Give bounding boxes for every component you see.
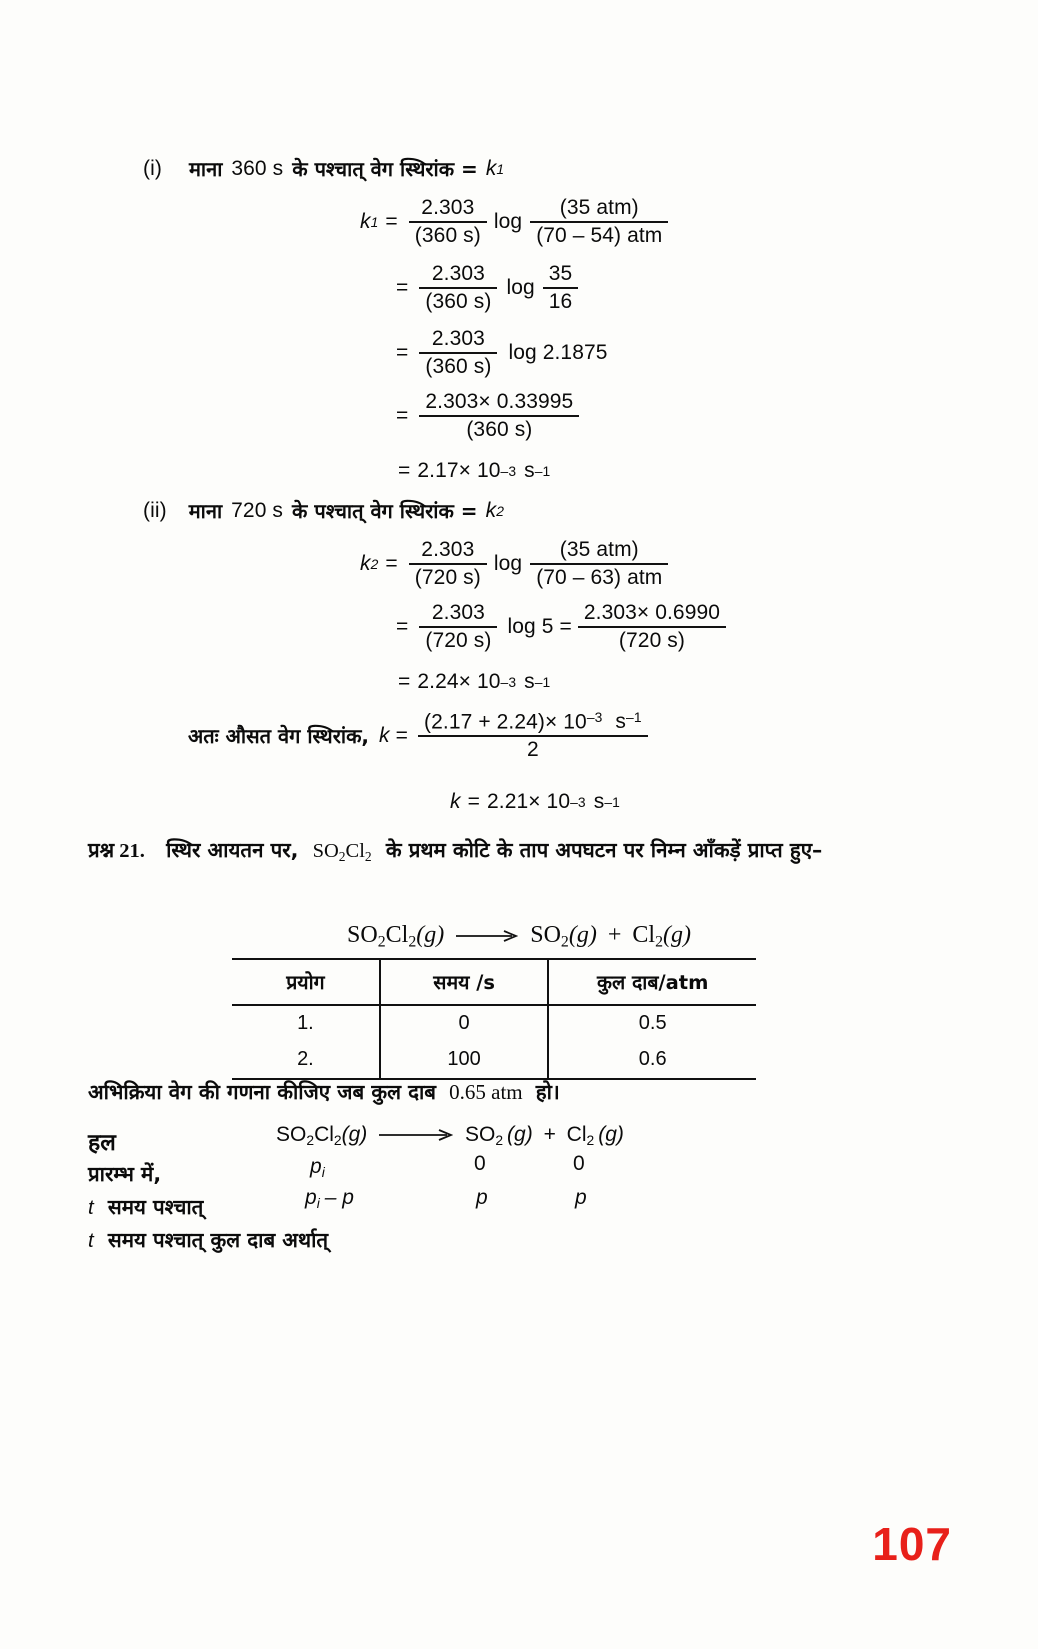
reaction-arrow-icon <box>456 929 518 943</box>
average-numerator-unit-exponent: –1 <box>626 709 642 725</box>
part-ii-line-2-equals-2: = <box>559 614 572 638</box>
table-cell-experiment: 1. <box>297 1012 314 1034</box>
part-i-line-3-fraction <box>419 327 497 378</box>
solution-row-after-product2: p <box>575 1186 587 1209</box>
reaction-product-1-sub: 2 <box>560 933 569 951</box>
k2-log: log <box>493 551 523 575</box>
question-21-formula-sub1: 2 <box>338 848 346 864</box>
reaction-product-2-sub: 2 <box>655 933 663 951</box>
average-line <box>188 710 652 761</box>
average-fraction-numerator <box>418 710 648 735</box>
part-i-statement-mid: के पश्चात् वेग स्थिरांक = <box>292 157 478 181</box>
part-i-statement <box>143 155 504 182</box>
solution-after-t-text: समय पश्चात् <box>107 1195 204 1219</box>
reaction-product-1-state: (g) <box>568 922 597 948</box>
experiment-data-table <box>232 958 756 1080</box>
average-equals: = <box>395 723 409 747</box>
average-numerator-value: (2.17 + 2.24)× 10 <box>424 710 587 734</box>
k1-log: log <box>493 209 523 233</box>
part-i-result-equals: = <box>398 459 411 482</box>
part-i-line-2-equals: = <box>396 275 409 299</box>
average-result-unit: s <box>593 790 605 813</box>
after-table-text-b: हो। <box>535 1080 560 1104</box>
solution-product-2-sub: 2 <box>586 1131 595 1148</box>
table-header-time: समय /s <box>380 959 549 1005</box>
solution-reactant-state: (g) <box>341 1123 368 1146</box>
average-fraction-denominator: 2 <box>526 737 539 761</box>
question-21-text-a: स्थिर आयतन पर, <box>166 838 299 862</box>
table-header <box>232 959 756 1005</box>
reaction-heading <box>0 922 1038 951</box>
solution-total-pressure-label <box>88 1226 328 1254</box>
part-ii-result-exponent: –3 <box>500 674 517 690</box>
reaction-reactant: SO <box>347 922 378 948</box>
solution-after-t-label <box>88 1193 203 1221</box>
k2-fraction-2-numerator: (35 atm) <box>559 538 639 561</box>
part-i-line-2 <box>396 262 582 313</box>
part-ii-result <box>398 670 550 694</box>
part-ii-line-2-fraction-1-denominator: (720 s) <box>425 628 492 652</box>
k2-equals: = <box>385 551 398 575</box>
part-i-statement-time: 360 s <box>231 156 284 180</box>
solution-row-initial-product1: 0 <box>474 1152 486 1175</box>
row-initial-reactant-sub: i <box>321 1163 325 1180</box>
part-ii-result-unit: s <box>524 670 535 693</box>
k1-fraction-1 <box>409 196 487 247</box>
part-ii-statement-prefix: माना <box>188 499 223 523</box>
reaction-reactant-state: (g) <box>416 922 445 948</box>
part-i-line-2-fraction-1-numerator: 2.303 <box>431 262 485 285</box>
part-ii-statement <box>143 497 504 524</box>
average-result-equals: = <box>467 790 480 813</box>
average-symbol: k <box>379 723 390 747</box>
solution-plus: + <box>543 1123 556 1146</box>
row-after-reactant-p: p <box>305 1186 317 1209</box>
part-i-result-exponent: –3 <box>500 463 517 479</box>
row-after-reactant-sub: i <box>316 1194 320 1211</box>
part-i-statement-symbol: k <box>485 156 497 180</box>
solution-product-2-state: (g) <box>598 1123 624 1146</box>
solution-reactant-sub2: 2 <box>333 1131 342 1148</box>
part-ii-statement-time: 720 s <box>231 498 284 522</box>
solution-row-after-product1: p <box>476 1186 488 1209</box>
table-header-pressure: कुल दाब/atm <box>548 959 756 1005</box>
table-cell-pressure: 0.5 <box>638 1012 667 1034</box>
part-ii-statement-symbol: k <box>485 498 497 522</box>
solution-initial-label: प्रारम्भ में, <box>88 1162 162 1186</box>
part-ii-line-2-fraction-2-numerator: 2.303× 0.6990 <box>583 601 721 624</box>
part-i-statement-prefix: माना <box>188 157 223 181</box>
question-21-text-b: के प्रथम कोटि के ताप अपघटन पर निम्न आँकड़ें प्राप्त <box>385 838 783 862</box>
part-ii-line-1 <box>360 538 672 589</box>
k2-fraction-1-denominator: (720 s) <box>414 565 481 589</box>
reaction-reactant-sub1: 2 <box>377 933 386 951</box>
solution-label: हल <box>88 1130 116 1156</box>
solution-product-1-state: (g) <box>507 1123 533 1146</box>
part-i-line-3-fraction-denominator: (360 s) <box>425 354 492 378</box>
k1-fraction-2-denominator: (70 – 54) atm <box>536 223 663 247</box>
page-number: 107 <box>872 1518 952 1570</box>
part-ii-result-equals: = <box>398 670 411 693</box>
part-ii-statement-symbol-sub: 2 <box>496 502 504 519</box>
solution-reactant-mid: Cl <box>314 1123 334 1146</box>
solution-reactant: SO <box>276 1123 307 1146</box>
table-row <box>232 1005 756 1042</box>
part-ii-line-2-fraction-1 <box>419 601 497 652</box>
row-after-reactant-minus: – p <box>324 1186 354 1209</box>
solution-total-text: समय पश्चात् कुल दाब अर्थात् <box>107 1228 329 1252</box>
k2-lhs: k <box>360 551 371 575</box>
table-cell-time: 100 <box>380 1042 549 1079</box>
question-21-formula-cl: Cl <box>345 840 365 862</box>
part-i-statement-symbol-sub: 1 <box>496 160 505 177</box>
solution-product-2: Cl <box>566 1123 587 1146</box>
k1-equals: = <box>385 209 398 233</box>
reaction-product-2-state: (g) <box>662 922 691 948</box>
part-i-line-2-fraction-2-denominator: 16 <box>548 289 573 313</box>
solution-product-1: SO <box>464 1123 496 1146</box>
average-result-value: 2.21× 10 <box>486 790 571 813</box>
part-i-line-4-fraction-numerator: 2.303× 0.33995 <box>425 390 574 413</box>
average-result-unit-exponent: –1 <box>604 794 620 810</box>
part-ii-line-2 <box>396 601 730 652</box>
part-i-line-2-fraction-1 <box>419 262 497 313</box>
part-i-line-4 <box>396 390 583 441</box>
k1-lhs-sub: 1 <box>370 213 379 230</box>
after-table-value: 0.65 atm <box>449 1080 523 1104</box>
average-result <box>450 790 620 814</box>
part-i-marker: (i) <box>143 156 162 180</box>
part-i-line-4-fraction-denominator: (360 s) <box>466 417 533 441</box>
reaction-product-1: SO <box>530 922 561 948</box>
k1-fraction-1-numerator: 2.303 <box>421 196 475 219</box>
table-header-experiment: प्रयोग <box>232 959 380 1005</box>
part-ii-line-2-log: log 5 <box>507 614 554 638</box>
reaction-reactant-mid: Cl <box>385 922 409 948</box>
part-i-line-2-fraction-2-numerator: 35 <box>548 262 573 285</box>
solution-total-symbol: t <box>88 1229 94 1252</box>
solution-row-initial-product2: 0 <box>573 1152 585 1175</box>
k2-fraction-2-denominator: (70 – 63) atm <box>536 565 663 589</box>
reaction-product-2: Cl <box>632 922 656 948</box>
k2-fraction-1-numerator: 2.303 <box>421 538 475 561</box>
k1-fraction-2-numerator: (35 atm) <box>559 196 639 219</box>
part-i-line-4-equals: = <box>396 403 409 427</box>
table-cell-time: 0 <box>380 1005 549 1042</box>
question-21-formula-so: SO <box>312 840 339 862</box>
question-21-formula <box>313 840 372 862</box>
part-ii-statement-mid: के पश्चात् वेग स्थिरांक = <box>292 499 478 523</box>
average-numerator-unit: s <box>615 710 627 734</box>
table-cell-experiment: 2. <box>232 1042 380 1079</box>
k1-fraction-1-denominator: (360 s) <box>414 223 481 247</box>
part-i-line-3-log: log 2.1875 <box>508 340 608 364</box>
solution-after-t-symbol: t <box>88 1196 94 1219</box>
solution-equation <box>276 1123 624 1148</box>
part-i-result-unit-exponent: –1 <box>534 463 551 479</box>
after-table-text-a: अभिक्रिया वेग की गणना कीजिए जब कुल दाब <box>88 1080 437 1104</box>
average-result-exponent: –3 <box>570 794 586 810</box>
k2-fraction-1 <box>409 538 487 589</box>
part-ii-line-2-fraction-2-denominator: (720 s) <box>618 628 685 652</box>
table-body <box>232 1005 756 1079</box>
part-i-line-3 <box>396 327 608 378</box>
average-fraction <box>418 710 648 761</box>
part-ii-line-2-equals: = <box>396 614 409 638</box>
part-i-result-value: 2.17× 10 <box>417 459 501 482</box>
question-21-text-c: हुए– <box>789 838 823 862</box>
average-result-lhs: k <box>450 790 461 813</box>
question-21-formula-sub2: 2 <box>364 848 372 864</box>
table-row <box>232 1042 756 1079</box>
table-header-row <box>232 959 756 1005</box>
solution-row-after-reactant <box>305 1186 354 1211</box>
after-table-instruction <box>88 1078 560 1106</box>
question-21-block <box>88 833 950 874</box>
part-i-line-3-fraction-numerator: 2.303 <box>431 327 485 350</box>
part-i-line-3-equals: = <box>396 340 409 364</box>
part-i-line-2-fraction-1-denominator: (360 s) <box>425 289 492 313</box>
part-ii-result-value: 2.24× 10 <box>417 670 501 693</box>
part-i-result <box>398 459 550 483</box>
part-ii-line-2-fraction-2 <box>578 601 726 652</box>
solution-reactant-sub1: 2 <box>306 1131 315 1148</box>
solution-product-1-sub: 2 <box>495 1131 504 1148</box>
part-i-result-unit: s <box>524 459 535 482</box>
table-cell-pressure: 0.6 <box>548 1042 756 1079</box>
reaction-reactant-sub2: 2 <box>408 933 417 951</box>
question-21-label: प्रश्न 21. <box>88 840 145 862</box>
k2-lhs-sub: 2 <box>370 555 379 572</box>
part-i-line-4-fraction <box>419 390 579 441</box>
k1-fraction-2 <box>530 196 668 247</box>
reaction-plus: + <box>607 922 622 948</box>
k1-lhs: k <box>360 209 371 233</box>
solution-arrow-icon <box>379 1128 453 1142</box>
row-initial-reactant-p: p <box>310 1155 322 1178</box>
k2-fraction-2 <box>530 538 668 589</box>
part-ii-line-2-fraction-1-numerator: 2.303 <box>431 601 485 624</box>
part-ii-marker: (ii) <box>143 498 167 522</box>
part-ii-result-unit-exponent: –1 <box>534 674 551 690</box>
solution-row-initial-reactant <box>310 1155 325 1180</box>
average-numerator-exponent: –3 <box>586 709 603 725</box>
part-i-line-1 <box>360 196 672 247</box>
part-i-line-2-log: log <box>506 275 535 299</box>
average-label: अतः औसत वेग स्थिरांक, <box>188 724 370 749</box>
part-i-line-2-fraction-2 <box>543 262 579 313</box>
